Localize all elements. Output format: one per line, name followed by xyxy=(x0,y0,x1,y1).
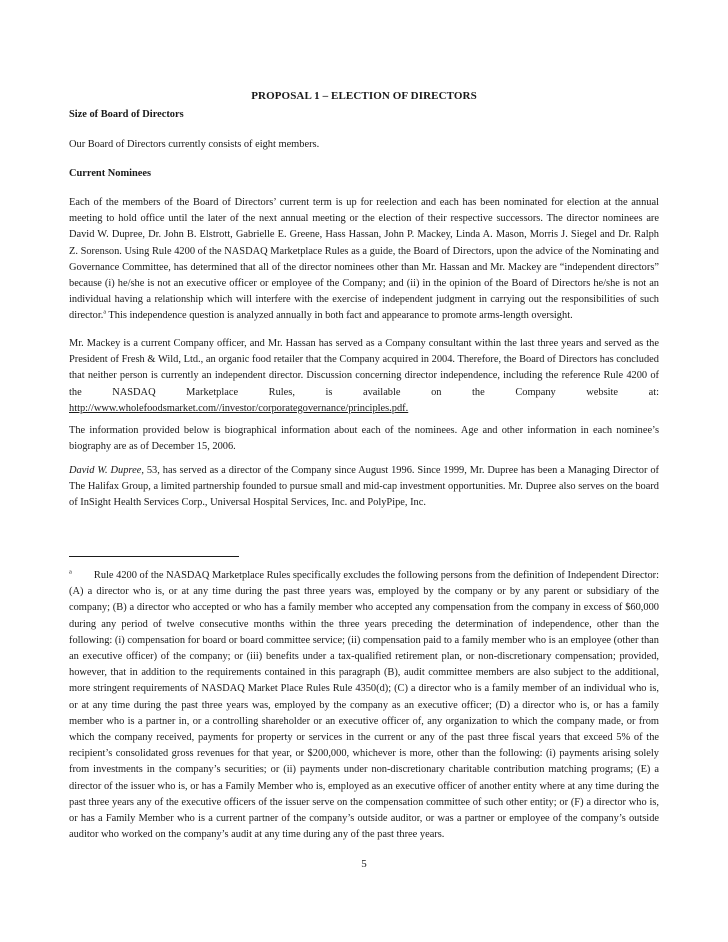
page-number: 5 xyxy=(361,858,367,870)
size-paragraph: Our Board of Directors currently consists of eight members. xyxy=(69,139,320,150)
mackey-text: Mr. Mackey is a current Company officer, and Mr. Hassan has served as a Company consultant within the last three years and served as the President of Fresh & Wild, Ltd., an organic food retailer that the Company acquired in 2004. Therefore, the Board of Directors has concluded that neither person is currently an independent director. Discussion concerning director independence, including the reference Rule 4200 of the NASDAQ Marketplace Rules, is available on the Company website at: xyxy=(69,338,659,398)
footnote-divider xyxy=(69,556,239,557)
dupree-name: David W. Dupree xyxy=(69,465,142,476)
nominees-text: Each of the members of the Board of Directors’ current term is up for reelection and each has been nominated for election at the annual meeting to hold office until the later of the next annual meeting or the election of their respective successors. The director nominees are David W. Dupree, Dr. John B. Elstrott, Gabrielle E. Greene, Hass Hassan, John P. Mackey, Linda A. Mason, Morris J. Siegel and Dr. Ralph Z. Sorenson. Using Rule 4200 of the NASDAQ Marketplace Rules as a guide, the Board of Directors, upon the advice of the Nominating and Governance Committee, has determined that all of the director nominees other than Mr. Hassan and Mr. Mackey are “independent directors” because (i) he/she is not an executive officer or employee of the Company; and (ii) in the opinion of the Board of Directors he/she is not an individual having a relationship which will interfere with the exercise of independent judgment in carrying out the responsibilities of such director. xyxy=(69,197,659,322)
dupree-bio-text: , 53, has served as a director of the Company since August 1996. Since 1999, Mr. Dupree has been a Managing Director of The Halifax Group, a limited partnership founded to pursue small and mid-cap investment opportunities. Mr. Dupree also serves on the board of InSight Health Services Corp., Universal Hospital Services, Inc. and PolyPipe, Inc. xyxy=(69,465,659,509)
mackey-paragraph xyxy=(69,336,659,417)
dupree-bio-paragraph xyxy=(69,463,659,512)
nominees-text-continued: This independence question is analyzed annually in both fact and appearance to promote arms-length oversight. xyxy=(106,310,573,322)
size-heading: Size of Board of Directors xyxy=(69,109,184,120)
footnote xyxy=(69,568,659,843)
bio-intro-paragraph: The information provided below is biographical information about each of the nominees. Age and other information in each nominee’s biography are as of December 15, 2006. xyxy=(69,425,659,453)
footnote-mark: a xyxy=(69,568,72,576)
footnote-reference[interactable]: a xyxy=(103,309,107,316)
nominees-paragraph xyxy=(69,195,659,325)
proposal-title: PROPOSAL 1 – ELECTION OF DIRECTORS xyxy=(251,90,477,102)
governance-principles-link[interactable]: http://www.wholefoodsmarket.com//investor/corporategovernance/principles.pdf. xyxy=(69,402,409,414)
nominees-heading: Current Nominees xyxy=(69,168,152,179)
footnote-text: Rule 4200 of the NASDAQ Marketplace Rules specifically excludes the following persons from the definition of Independent Director: (A) a director who is, or at any time during the past three years was, employed by the company or by any parent or subsidiary of the company; (B) a director who accepted or who has a family member who accepted any compensation from the company in excess of $60,000 during any period of twelve consecutive months within the three years preceding the determination of independence, other than the following: (i) compensation for board or board committee service; (ii) compensation paid to a family member who is an employee (other than an executive officer) of the company; or (iii) benefits under a tax-qualified retirement plan, or non-discretionary compensation; provided, however, that in addition to the requirements contained in this paragraph (B), audit committee members are also subject to the additional, more stringent requirements of NASDAQ Market Place Rules Rule 4350(d); (C) a director who is a family member of an individual who is, or at any time during the past three years was, employed by the company as an executive officer; (D) a director who is, or has a family member who is a partner in, or a controlling shareholder or an executive officer of, any organization to which the company made, or from which the company received, payments for property or services in the current or any of the past three fiscal years that exceed 5% of the recipient’s consolidated gross revenues for that year, or $200,000, whichever is more, other than the following: (i) payments arising solely from investments in the company’s securities; or (ii) payments under non-discretionary charitable contribution matching programs; (E) a director of the issuer who is, or has a Family Member who is, employed as an executive officer of another entity where at any time during the past three years any of the executive officers of the issuer serve on the compensation committee of such other entity; or (F) a director who is, or has a Family Member who is a current partner of the company’s outside auditor, or was a partner or employee of the company’s outside auditor who worked on the company’s audit at any time during any of the past three years. xyxy=(69,570,659,841)
